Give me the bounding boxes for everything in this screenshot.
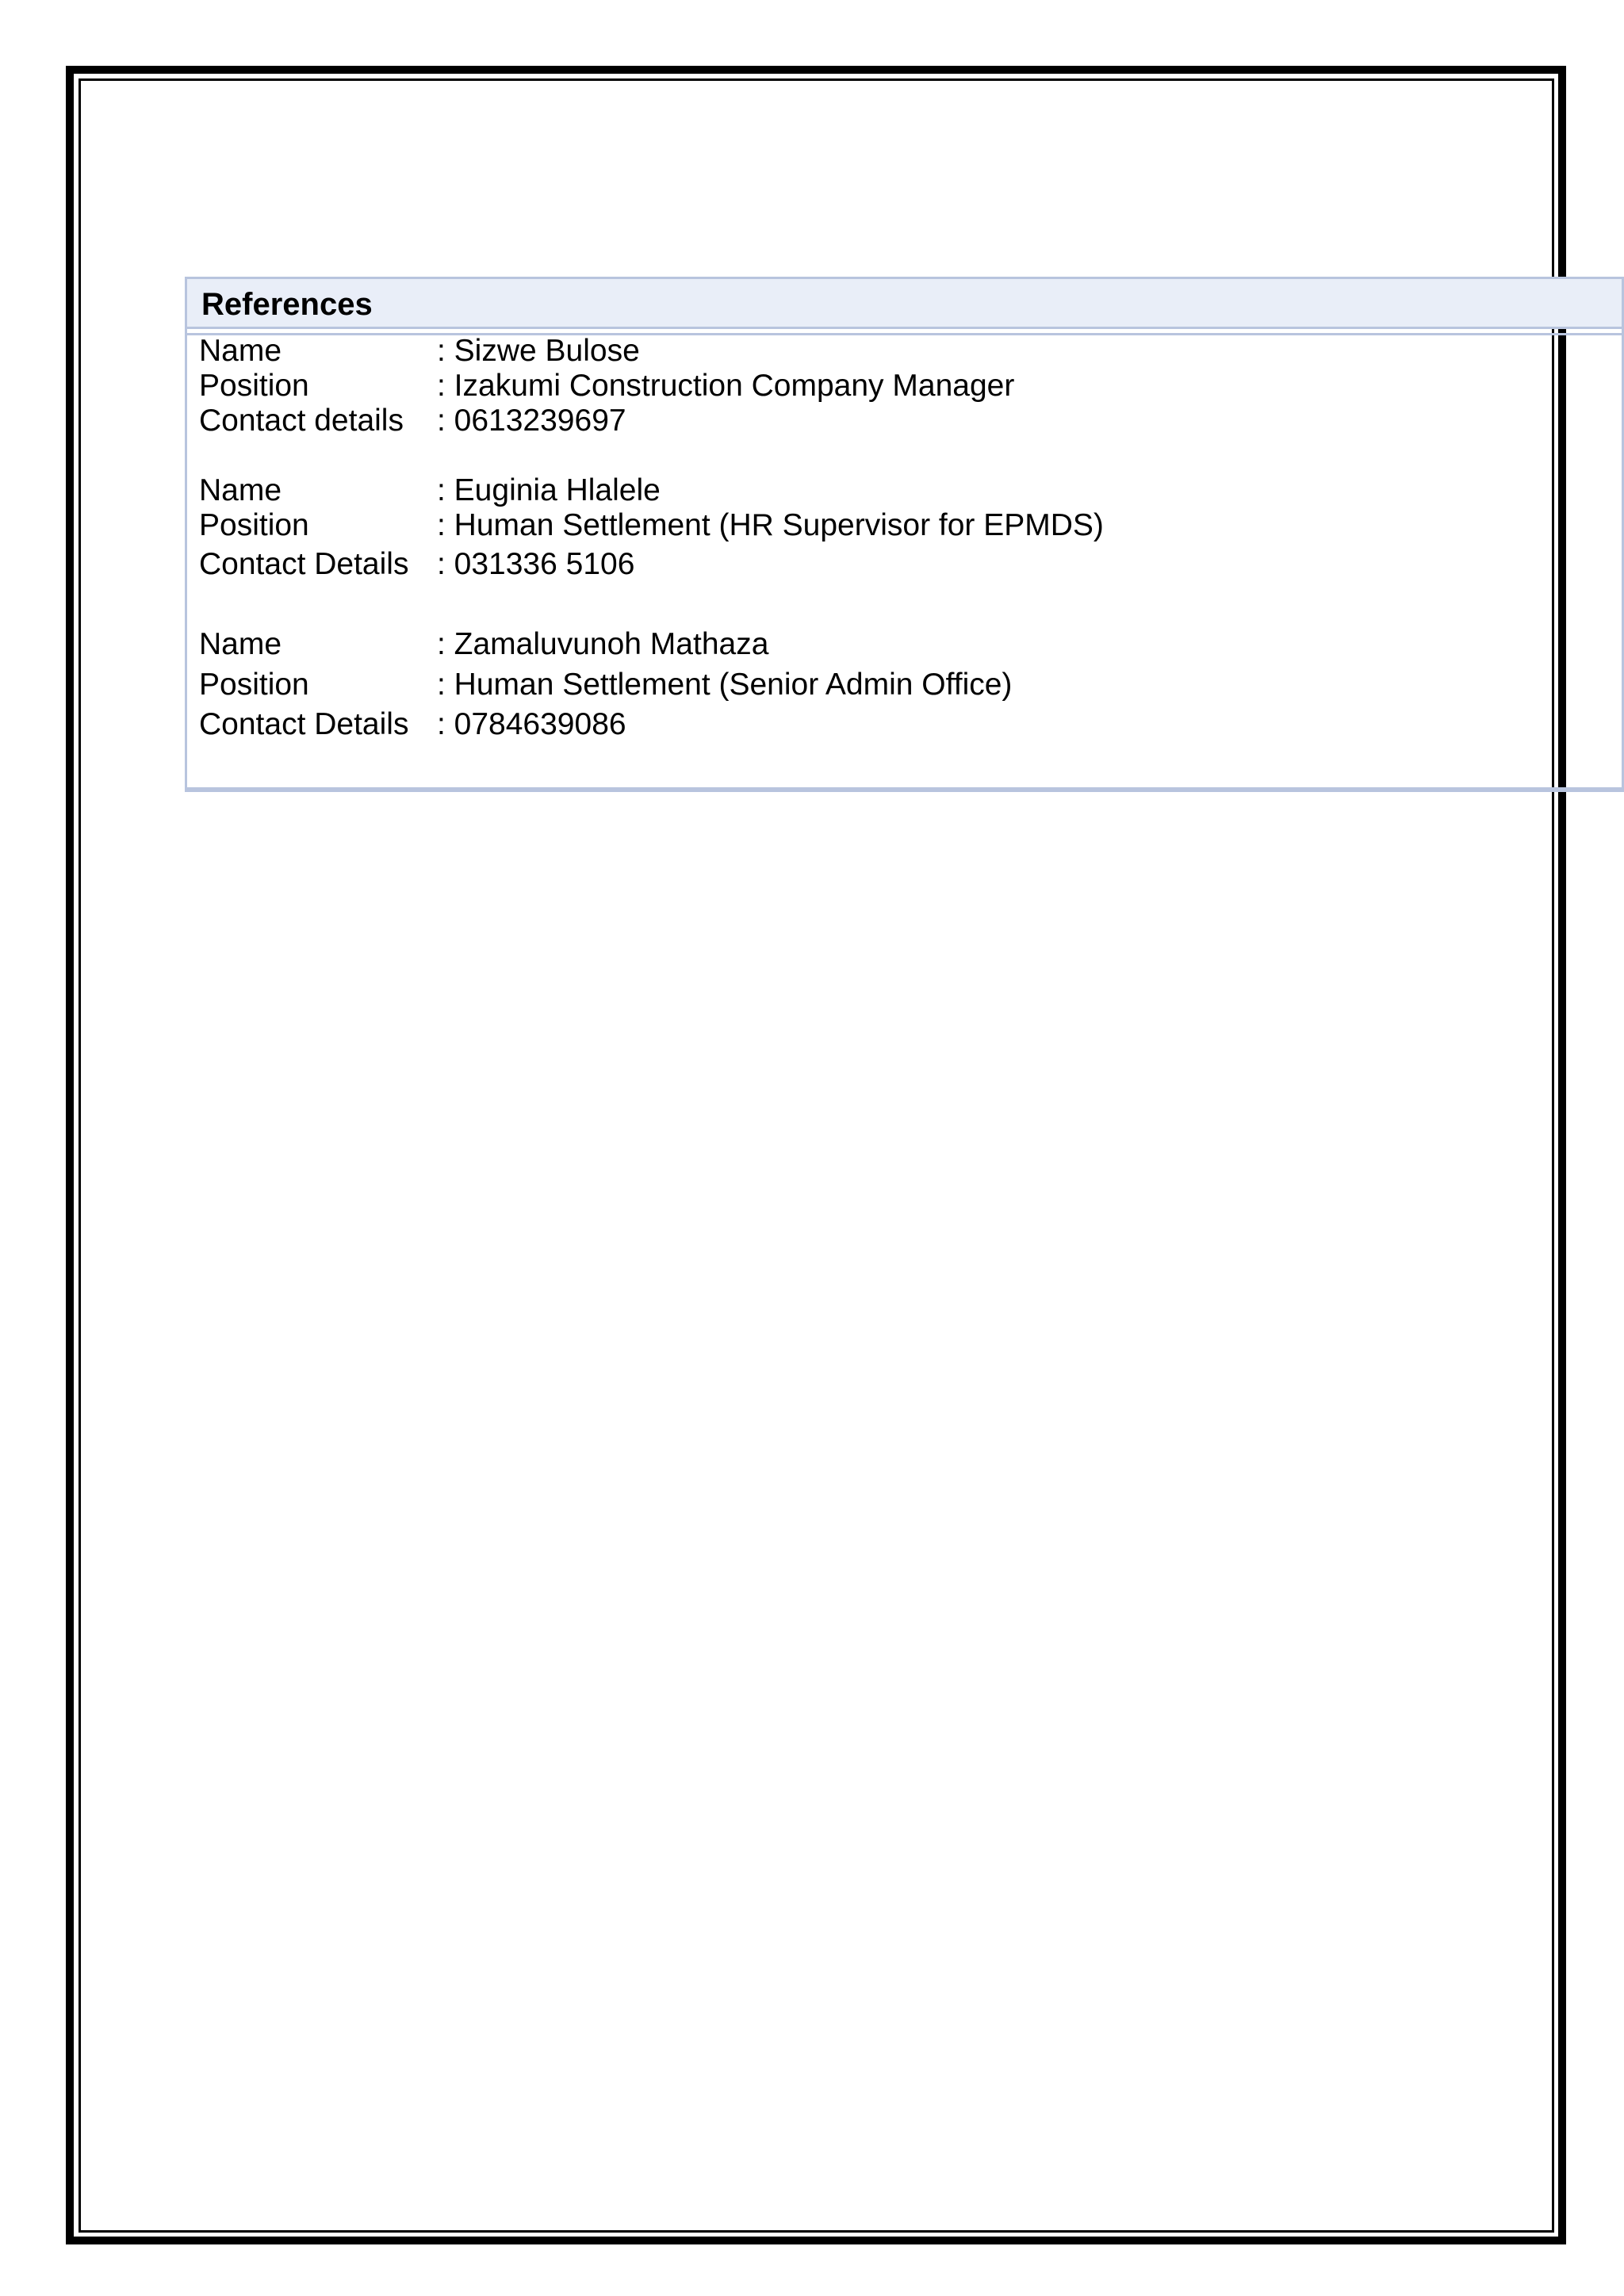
ref-3-name-label: Name — [199, 627, 282, 661]
references-title: References — [201, 287, 373, 322]
ref-1-contact-value: : 0613239697 — [437, 404, 626, 438]
ref-2-contact-value: : 031336 5106 — [437, 547, 635, 581]
ref-2-name-value: : Euginia Hlalele — [437, 473, 661, 507]
ref-1-name-label: Name — [199, 334, 282, 368]
ref-2-position-label: Position — [199, 508, 309, 542]
ref-2-contact-label: Contact Details — [199, 547, 409, 581]
ref-3-contact-label: Contact Details — [199, 707, 409, 741]
ref-2-name-label: Name — [199, 473, 282, 507]
ref-3-contact-value: : 0784639086 — [437, 707, 626, 741]
ref-2-position-value: : Human Settlement (HR Supervisor for EPMDS) — [437, 508, 1104, 542]
ref-1-contact-label: Contact details — [199, 404, 404, 438]
ref-3-name-value: : Zamaluvunoh Mathaza — [437, 627, 769, 661]
ref-1-name-value: : Sizwe Bulose — [437, 334, 640, 368]
ref-3-position-value: : Human Settlement (Senior Admin Office) — [437, 668, 1013, 702]
ref-3-position-label: Position — [199, 668, 309, 702]
ref-1-position-value: : Izakumi Construction Company Manager — [437, 369, 1015, 403]
footer-divider — [185, 787, 1624, 790]
references-section — [185, 277, 1624, 792]
references-header — [185, 277, 1624, 329]
ref-1-position-label: Position — [199, 369, 309, 403]
